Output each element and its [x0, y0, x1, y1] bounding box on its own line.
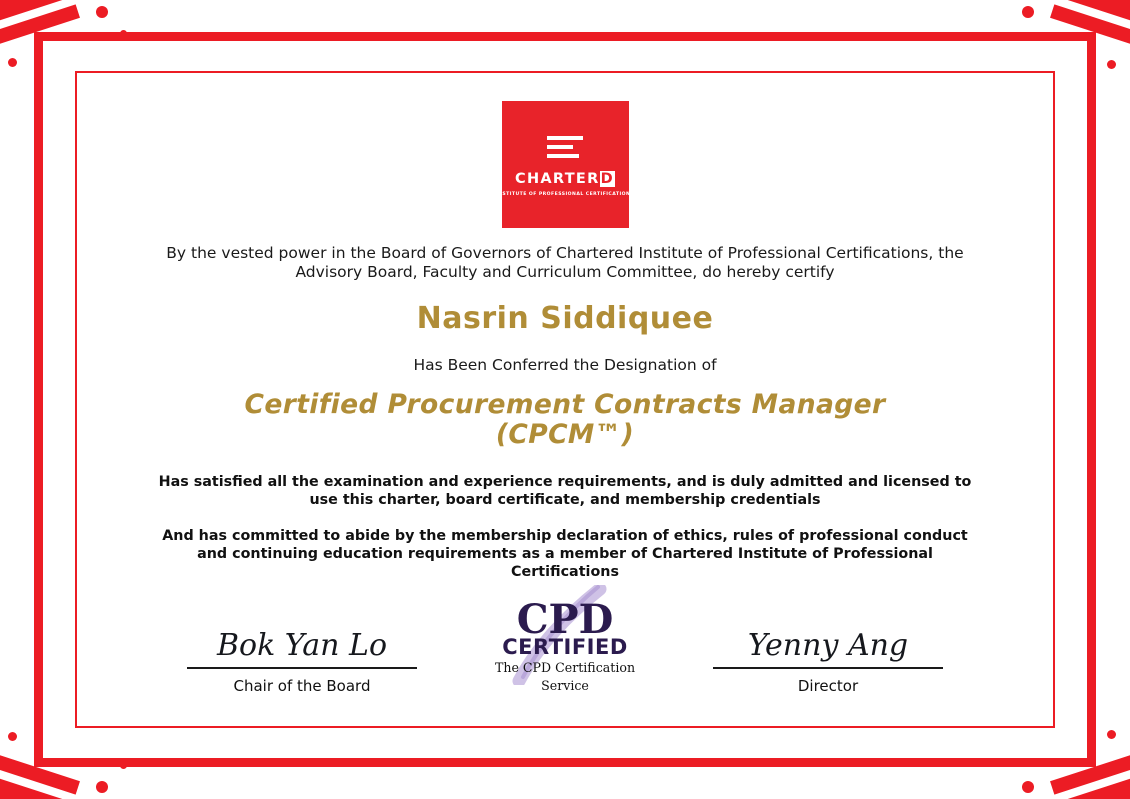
cpd-caption-line-1: The CPD Certification [494, 660, 636, 676]
logo-subtitle: INSTITUTE OF PROFESSIONAL CERTIFICATIONS [495, 191, 635, 197]
signature-director: Yenny Ang [747, 627, 909, 663]
logo-mark-icon [544, 132, 586, 162]
logo-wordmark [515, 172, 615, 187]
intro-paragraph: By the vested power in the Board of Governors of Chartered Institute of Professional Certifications, the Advisory Board, Faculty and Curriculum Committee, do hereby certify [166, 244, 964, 282]
signature-block-director [713, 627, 943, 695]
cpd-certified-badge [485, 596, 645, 694]
signature-row [129, 597, 1001, 694]
signature-title-chair: Chair of the Board [233, 676, 371, 695]
designation-title: Certified Procurement Contracts Manager (CPCM™) [244, 388, 886, 451]
cpd-certified-label: CERTIFIED [502, 635, 628, 660]
signature-rule [713, 667, 943, 669]
cpd-acronym: CPD [516, 596, 614, 644]
ethics-paragraph: And has committed to abide by the membership declaration of ethics, rules of professional conduct and continuing education requirements as a member of Chartered Institute of Professional Certifications [162, 528, 968, 581]
signature-title-director: Director [797, 676, 859, 695]
signature-block-chair [187, 627, 417, 695]
outer-border-frame [34, 32, 1096, 767]
recipient-name: Nasrin Siddiquee [416, 300, 714, 336]
logo-word-text: CHARTER [515, 171, 600, 188]
signature-rule [187, 667, 417, 669]
certificate-content [77, 73, 1053, 726]
requirements-paragraph: Has satisfied all the examination and experience requirements, and is duly admitted and licensed to use this charter, board certificate, and membership credentials [158, 473, 972, 508]
inner-border-frame [75, 71, 1055, 728]
chartered-logo [495, 101, 635, 228]
logo-word-last-letter: D [600, 171, 614, 188]
cpd-caption-line-2: Service [541, 677, 589, 693]
conferred-label: Has Been Conferred the Designation of [413, 355, 717, 374]
signature-chair: Bok Yan Lo [216, 627, 388, 663]
